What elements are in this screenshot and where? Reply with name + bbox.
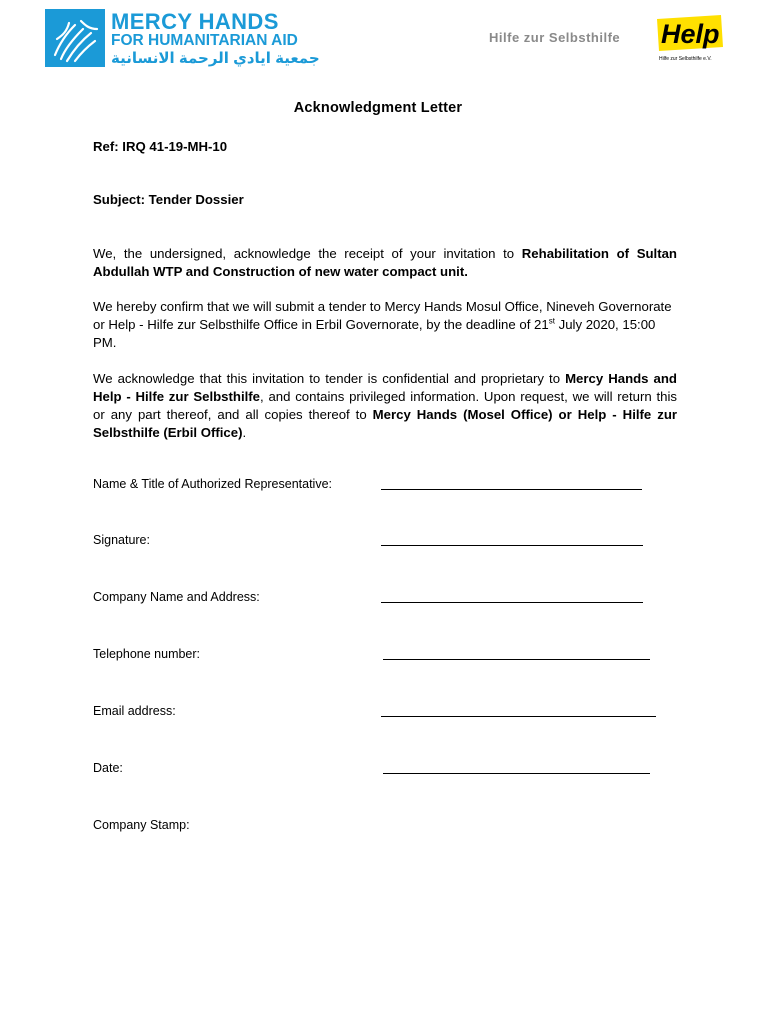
confidentiality-end: .	[242, 425, 247, 440]
help-logo	[655, 13, 727, 67]
org-arabic-name: جمعية ايادي الرحمة الانسانية	[111, 50, 320, 67]
org-subtitle: FOR HUMANITARIAN AID	[111, 32, 298, 49]
org-name: MERCY HANDS	[111, 9, 279, 34]
signature-line[interactable]	[381, 545, 643, 546]
paragraph-confirmation-text: We hereby confirm that we will submit a tender to Mercy Hands Mosul Office, Nineveh Governorate or Help - Hilfe zur Selbsthilfe Office in Erbil Governorate, by the deadline of 21	[93, 299, 672, 332]
paragraph-receipt-text: We, the undersigned, acknowledge the receipt of your invitation to	[93, 246, 522, 261]
help-logo-subtitle: Hilfe zur Selbsthilfe e.V.	[659, 56, 712, 62]
hands-icon	[45, 9, 105, 67]
partner-tagline: Hilfe zur Selbsthilfe	[489, 30, 621, 45]
telephone-line[interactable]	[383, 659, 650, 660]
company-label: Company Name and Address:	[93, 590, 260, 604]
organizations-bold: Mercy Hands and Help - Hilfe zur Selbsthilfe	[93, 371, 677, 404]
name-title-label: Name & Title of Authorized Representative:	[93, 477, 333, 491]
paragraph-receipt	[93, 245, 677, 281]
confidentiality-text-a: We acknowledge that this invitation to tender is confidential and proprietary to	[93, 371, 566, 386]
confidentiality-text-b: , and contains privileged information. Upon request, we will return this or any part thereof, and all copies thereof to	[93, 389, 678, 422]
name-title-line[interactable]	[381, 489, 642, 490]
subject: Subject: Tender Dossier	[93, 192, 244, 207]
date-label: Date:	[93, 761, 123, 775]
help-logo-word: Help	[661, 19, 720, 49]
paragraph-confidentiality	[93, 370, 677, 442]
project-name: Rehabilitation of Sultan Abdullah WTP and Construction of new water compact unit.	[93, 246, 677, 279]
paragraph-confirmation	[93, 298, 677, 352]
company-line[interactable]	[381, 602, 643, 603]
deadline-text: July 2020, 15:00 PM.	[93, 317, 656, 350]
signature-label: Signature:	[93, 533, 150, 547]
date-line[interactable]	[383, 773, 650, 774]
reference: Ref: IRQ 41-19-MH-10	[93, 139, 228, 154]
mercy-hands-logo	[45, 9, 320, 67]
email-label: Email address:	[93, 704, 176, 718]
email-line[interactable]	[381, 716, 656, 717]
stamp-label: Company Stamp:	[93, 818, 190, 832]
date-suffix: st	[548, 316, 555, 326]
telephone-label: Telephone number:	[93, 647, 201, 661]
letter-title: Acknowledgment Letter	[293, 100, 463, 116]
offices-bold: Mercy Hands (Mosel Office) or Help - Hilfe zur Selbsthilfe (Erbil Office)	[93, 407, 678, 440]
help-logo-mark	[655, 13, 725, 53]
